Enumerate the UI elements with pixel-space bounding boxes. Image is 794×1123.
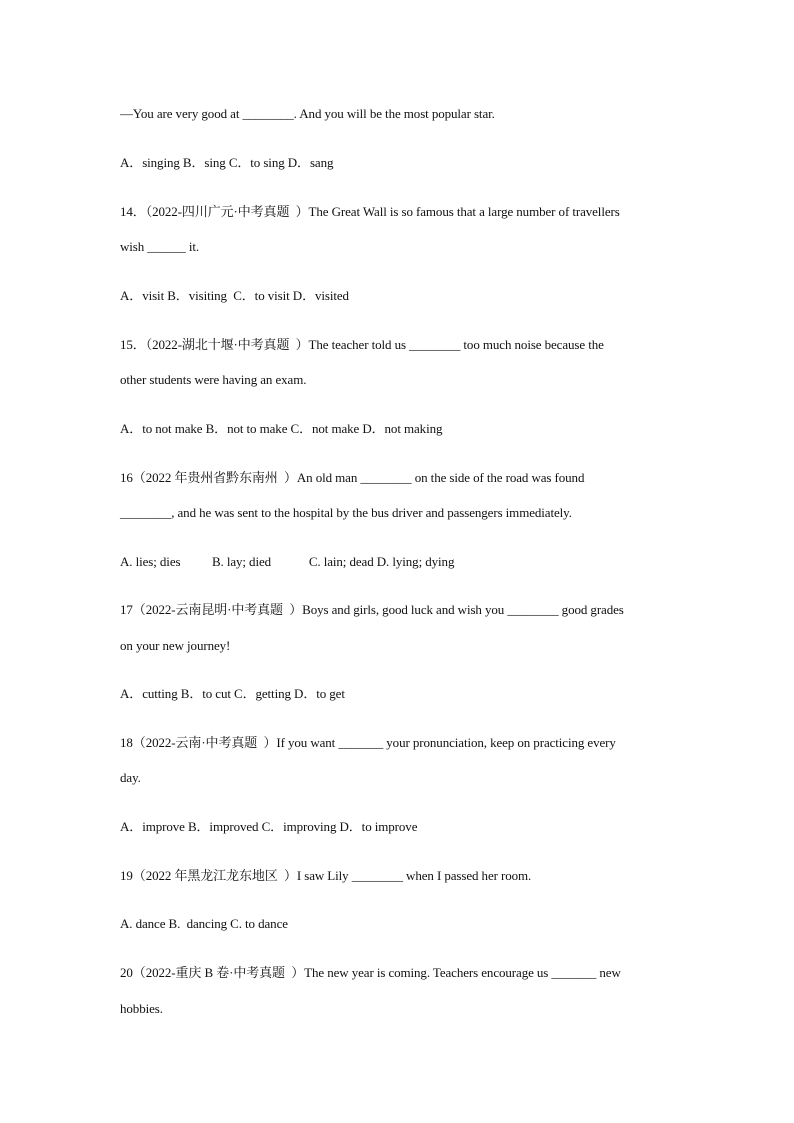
question-20-text-cont: hobbies. xyxy=(120,1001,163,1016)
question-16-options: A. lies; dies B. lay; died C. lain; dead D. lying; dying xyxy=(120,554,455,569)
question-19-text: 19（2022 年黑龙江龙东地区 ）I saw Lily ________ when I passed her room. xyxy=(120,868,532,883)
question-14-text: 14．（2022-四川广元·中考真题 ）The Great Wall is so famous that a large number of travellers xyxy=(120,204,620,219)
question-17-options: A．cutting B．to cut C．getting D．to get xyxy=(120,686,345,701)
question-18-text-cont: day. xyxy=(120,770,141,785)
question-17-text-cont: on your new journey! xyxy=(120,638,231,653)
question-16-text: 16（2022 年贵州省黔东南州 ）An old man ________ on the side of the road was found xyxy=(120,470,585,485)
question-14-text-cont: wish ______ it. xyxy=(120,239,200,254)
question-18-options: A．improve B．improved C．improving D．to improve xyxy=(120,819,418,834)
question-20-text: 20（2022-重庆 B 卷·中考真题 ）The new year is coming. Teachers encourage us _______ new xyxy=(120,965,621,980)
question-18-text: 18（2022-云南·中考真题 ）If you want _______ your pronunciation, keep on practicing every xyxy=(120,735,616,750)
question-13-text: —You are very good at ________. And you will be the most popular star. xyxy=(120,106,495,121)
question-15-options: A．to not make B．not to make C．not make D．not making xyxy=(120,421,443,436)
question-13-options: A．singing B．sing C．to sing D．sang xyxy=(120,155,334,170)
question-19-options: A. dance B. dancing C. to dance xyxy=(120,916,288,931)
question-14-options: A．visit B．visiting C．to visit D．visited xyxy=(120,288,349,303)
question-17-text: 17（2022-云南昆明·中考真题 ）Boys and girls, good luck and wish you ________ good grades xyxy=(120,602,624,617)
question-16-text-cont: ________, and he was sent to the hospital by the bus driver and passengers immediately. xyxy=(120,505,572,520)
question-15-text-cont: other students were having an exam. xyxy=(120,372,307,387)
question-15-text: 15．（2022-湖北十堰·中考真题 ）The teacher told us ________ too much noise because the xyxy=(120,337,604,352)
